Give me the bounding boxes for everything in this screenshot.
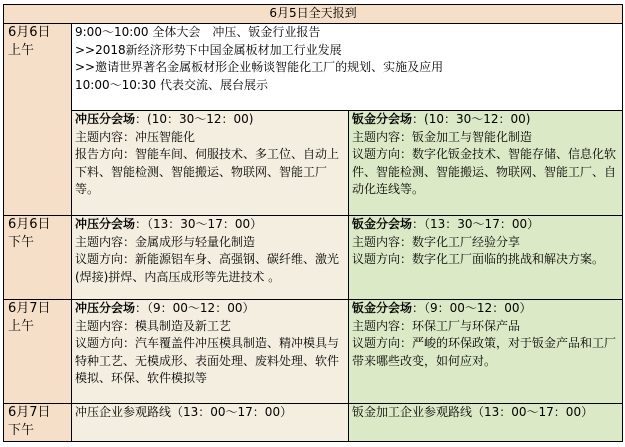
date-cell	[4, 24, 72, 216]
header-row	[4, 5, 623, 24]
schedule-table	[3, 4, 623, 442]
session-time: ：(10：30～12：00)	[412, 112, 531, 126]
date-label: 6月6日	[8, 25, 51, 40]
period-label: 上午	[8, 42, 35, 58]
session-row	[4, 216, 623, 300]
session-time: ：(10：30～12：00)	[135, 112, 254, 126]
stamping-session-cell	[72, 300, 349, 404]
session-body: 议题方向：数字化工厂面临的挑战和解决方案。	[352, 252, 605, 267]
session-body: 议题方向：数字化钣金技术、智能存储、信息化软件、智能检测、智能搬运、物联网、智能工厂、自动化连线等。	[352, 147, 617, 197]
session-title: 冲压分会场	[75, 301, 136, 315]
date-cell	[4, 216, 72, 300]
session-title: 钣金分会场	[352, 217, 413, 231]
session-title: 冲压分会场	[75, 112, 136, 126]
session-topic: 主题内容：数字化工厂经验分享	[352, 234, 521, 249]
plenary-cell	[72, 24, 623, 111]
period-label: 下午	[8, 422, 35, 438]
session-time: ：（9：00～12：00）	[412, 301, 532, 315]
sheetmetal-session-cell	[349, 111, 623, 216]
session-body: 议题方向：汽车覆盖件冲压模具制造、精冲模具与特种工艺、无模成形、表面处理、废料处理、软件模拟、环保、软件模拟等	[75, 336, 340, 386]
session-title: 钣金分会场	[352, 112, 413, 126]
session-topic: 主题内容：钣金加工与智能化制造	[352, 129, 533, 144]
stamping-session-cell	[72, 216, 349, 300]
sheetmetal-session-cell	[349, 300, 623, 404]
session-body: 议题方向：严峻的环保政策，对于钣金产品和工厂带来哪些改变，如何应对。	[352, 336, 617, 368]
registration-header: 6月5日全天报到	[4, 5, 623, 24]
plenary-line: >>邀请世界著名金属板材形企业畅谈智能化工厂的规划、实施及应用	[75, 60, 444, 75]
session-time: ：（13：30～17：00）	[412, 217, 540, 231]
session-body: 报告方向：智能车间、伺服技术、多工位、自动上下料、智能检测、智能搬运、物联网、智能工厂等。	[75, 147, 340, 197]
session-topic: 主题内容：金属成形与轻量化制造	[75, 234, 256, 249]
session-time: ：（13：30～17：00）	[135, 217, 263, 231]
sheetmetal-tour-cell	[349, 404, 623, 442]
date-cell	[4, 300, 72, 404]
plenary-line: 10:00～10:30 代表交流、展台展示	[75, 77, 268, 92]
period-label: 下午	[8, 234, 35, 250]
session-topic: 主题内容：环保工厂与环保产品	[352, 318, 521, 333]
plenary-line: >>2018新经济形势下中国金属板材加工行业发展	[75, 42, 342, 57]
plenary-line: 9:00～10:00 全体大会 冲压、钣金行业报告	[75, 25, 321, 39]
tour-row	[4, 404, 623, 442]
session-title: 冲压分会场	[75, 217, 136, 231]
session-topic: 主题内容：模具制造及新工艺	[75, 318, 232, 333]
session-time: ：（9：00～12：00）	[135, 301, 255, 315]
session-row	[4, 300, 623, 404]
date-label: 6月7日	[8, 301, 51, 316]
period-label: 上午	[8, 318, 35, 334]
sheetmetal-session-cell	[349, 216, 623, 300]
session-title: 钣金分会场	[352, 301, 413, 315]
session-row	[4, 111, 623, 216]
stamping-tour-cell	[72, 404, 349, 442]
date-label: 6月7日	[8, 405, 51, 420]
date-label: 6月6日	[8, 217, 51, 232]
tour-route: 钣金加工企业参观路线（13：00～17：00）	[352, 405, 594, 419]
date-cell	[4, 404, 72, 442]
stamping-session-cell	[72, 111, 349, 216]
tour-route: 冲压企业参观路线（13：00～17：00）	[75, 405, 293, 419]
schedule-row	[4, 24, 623, 111]
session-body: 议题方向：新能源铝车身、高强钢、碳纤维、激光(焊接)拼焊、内高压成形等先进技术 。	[75, 252, 340, 284]
session-topic: 主题内容：冲压智能化	[75, 129, 196, 144]
